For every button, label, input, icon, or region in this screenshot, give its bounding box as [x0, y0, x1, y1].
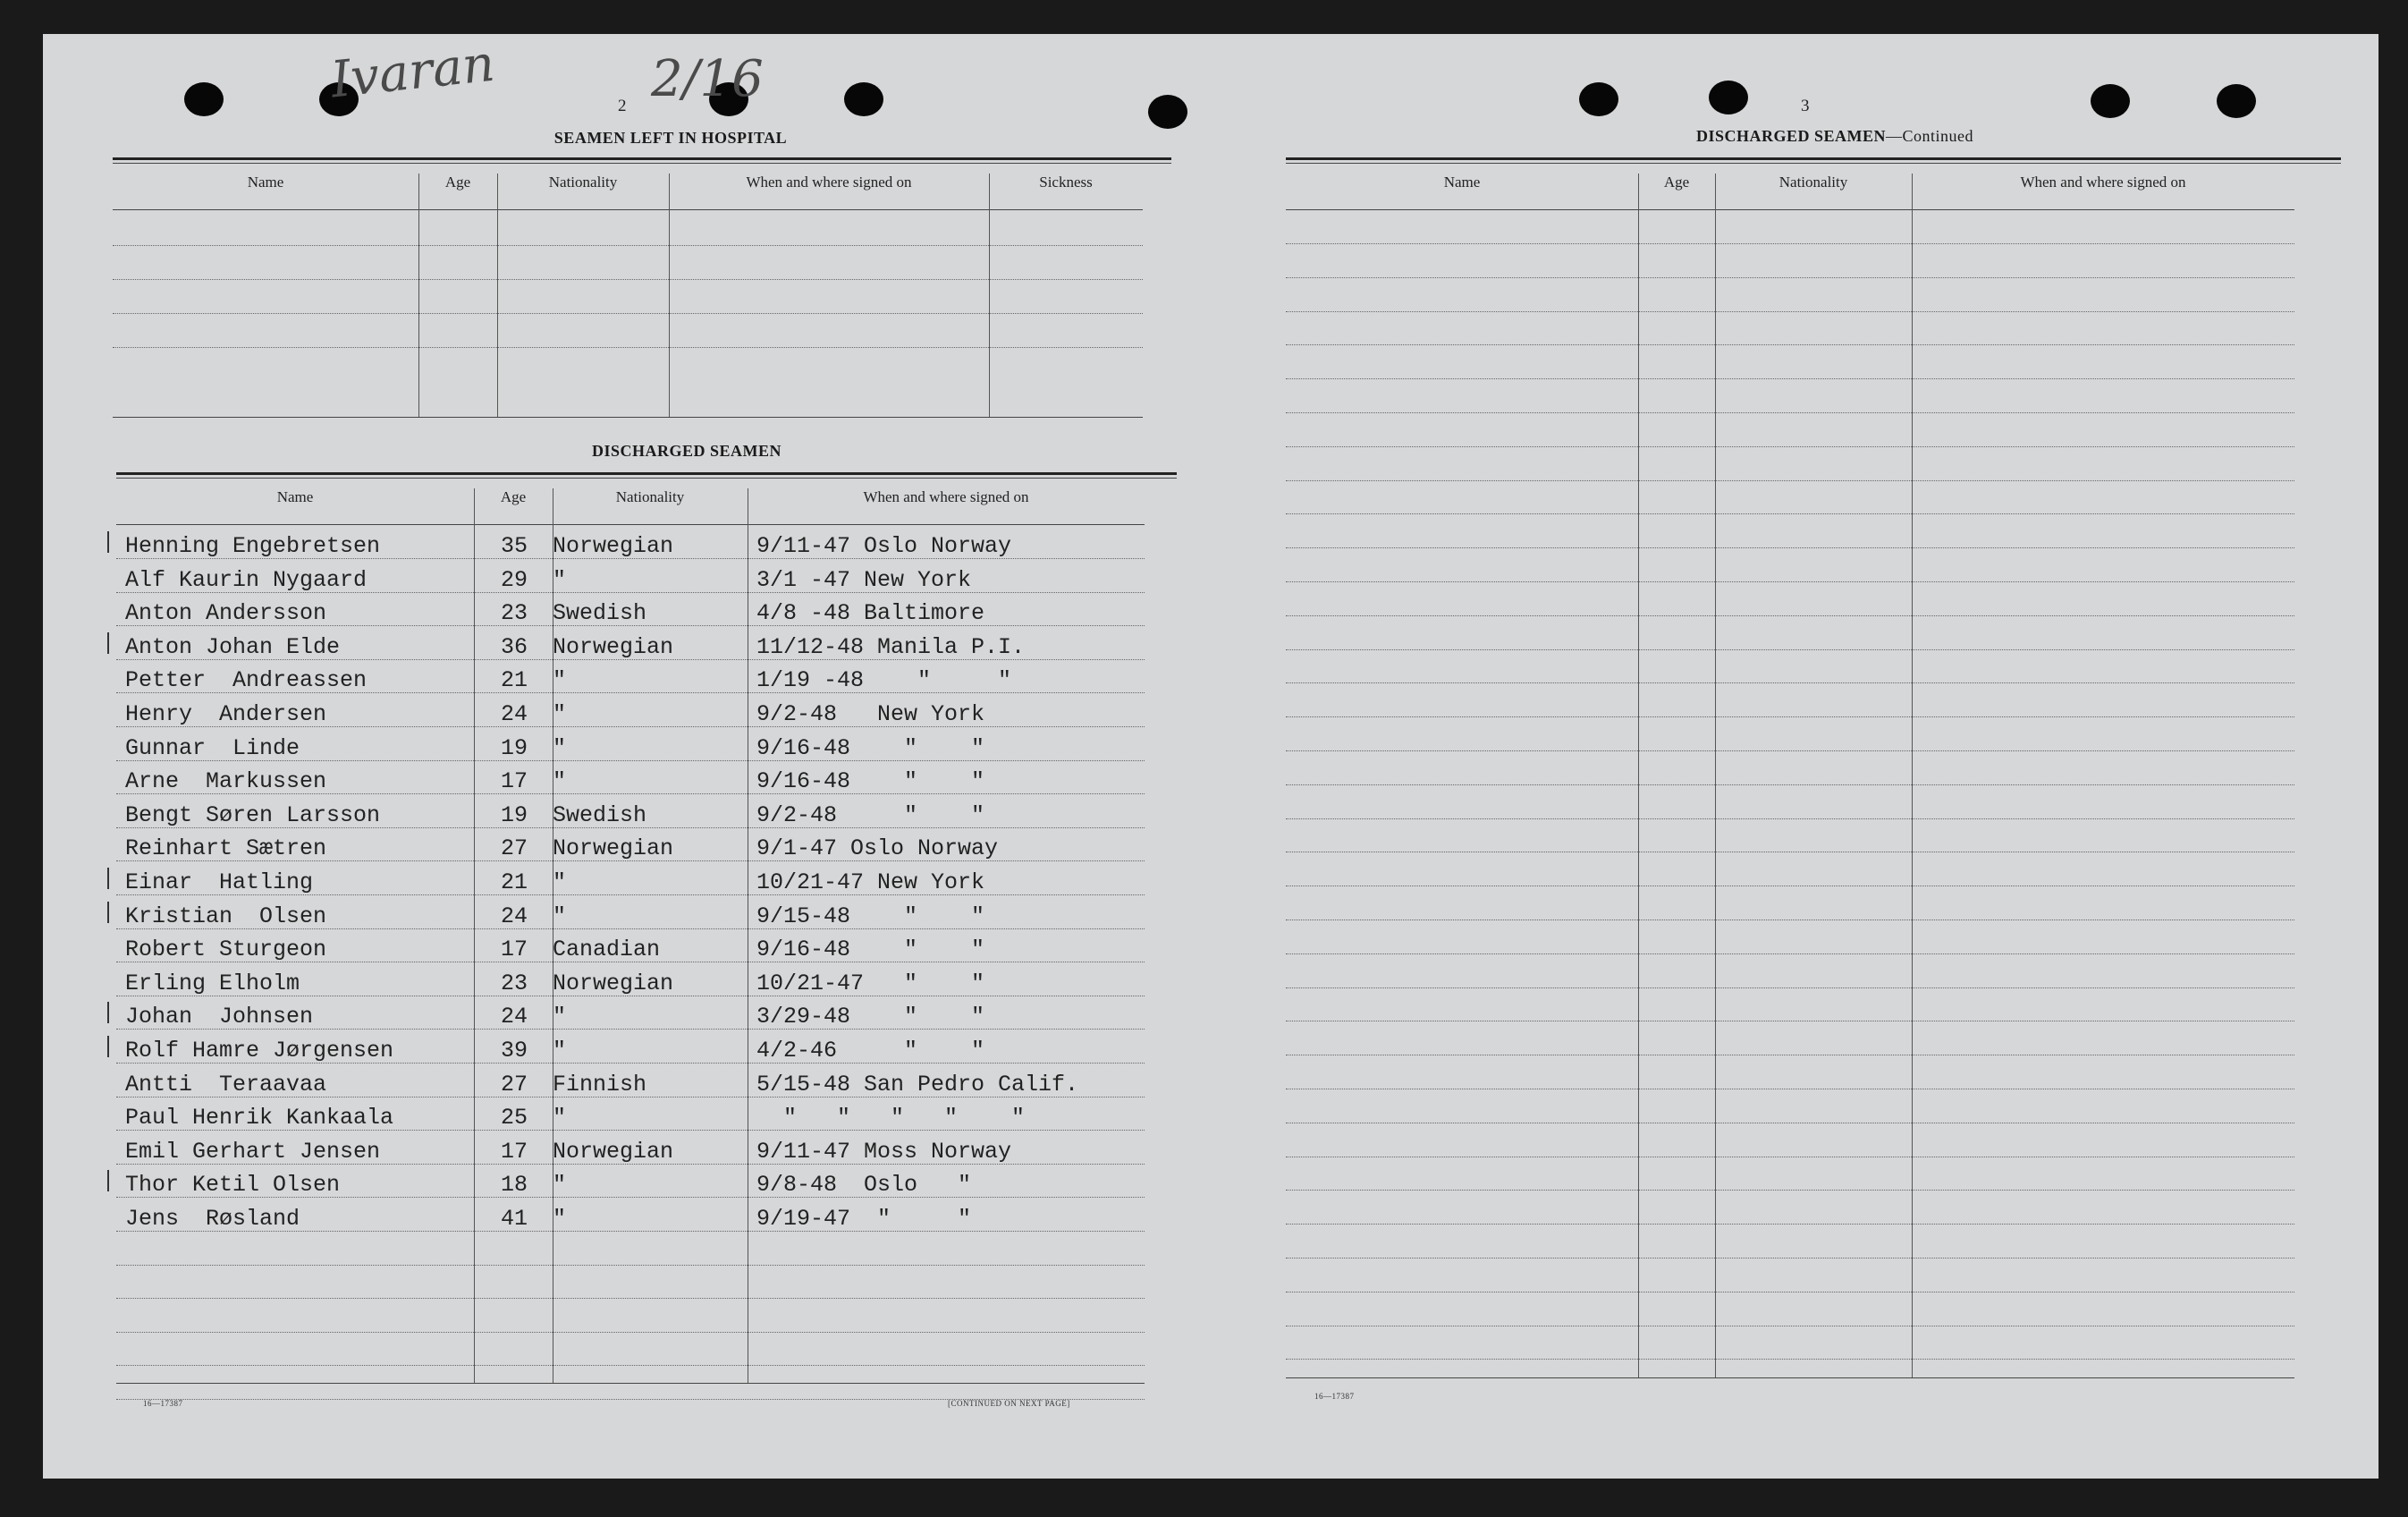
continued-note: [CONTINUED ON NEXT PAGE]	[948, 1399, 1070, 1408]
cell-age: 39	[501, 1038, 528, 1064]
discharged-section-title: DISCHARGED SEAMEN	[591, 442, 782, 460]
row-line	[1286, 277, 2294, 278]
cell-nationality: "	[553, 1105, 567, 1131]
cell-nationality: "	[553, 566, 567, 593]
cell-nationality: Norwegian	[553, 533, 674, 559]
row-line	[1286, 446, 2294, 447]
page-number-right: 3	[1801, 97, 1810, 115]
form-number-right: 16—17387	[1314, 1392, 1355, 1401]
row-line	[1286, 412, 2294, 413]
column-divider	[1912, 174, 1913, 1377]
cell-name: Henry Andersen	[125, 701, 327, 727]
row-line	[1286, 649, 2294, 650]
cell-signed: 9/16-48 " "	[756, 768, 985, 795]
column-header: Age	[444, 174, 471, 191]
row-line	[1286, 784, 2294, 785]
cell-name: Thor Ketil Olsen	[125, 1172, 341, 1199]
punch-hole	[1709, 81, 1748, 114]
cell-signed: 10/21-47 New York	[756, 869, 985, 895]
check-mark	[107, 531, 109, 553]
column-header: Name	[276, 488, 314, 505]
cell-age: 23	[501, 970, 528, 996]
row-line	[1286, 987, 2294, 988]
cell-age: 19	[501, 801, 528, 828]
row-line	[1286, 480, 2294, 481]
cell-age: 19	[501, 734, 528, 761]
cell-signed: 4/8 -48 Baltimore	[756, 600, 985, 627]
cell-nationality: Norwegian	[553, 1138, 674, 1165]
cell-name: Antti Teraavaa	[125, 1071, 327, 1097]
cell-nationality: Finnish	[553, 1071, 647, 1097]
punch-hole	[1579, 82, 1618, 116]
cell-signed: 9/15-48 " "	[756, 903, 985, 929]
row-line	[1286, 1258, 2294, 1259]
row-line	[1286, 1190, 2294, 1191]
column-header: When and where signed on	[746, 174, 912, 191]
row-line	[1286, 311, 2294, 312]
column-header: Name	[1443, 174, 1481, 191]
cell-signed: 11/12-48 Manila P.I.	[756, 633, 1026, 660]
discharged-top-rule-2	[116, 478, 1177, 479]
cell-name: Paul Henrik Kankaala	[125, 1105, 394, 1131]
row-line	[1286, 615, 2294, 616]
check-mark	[107, 1002, 109, 1023]
continued-section-title	[1522, 127, 2148, 146]
column-divider	[418, 174, 419, 417]
cell-age: 17	[501, 768, 528, 795]
cell-age: 36	[501, 633, 528, 660]
cell-signed: 9/11-47 Moss Norway	[756, 1138, 1012, 1165]
cell-nationality: Canadian	[553, 936, 661, 963]
column-header: Age	[1663, 174, 1690, 191]
cell-nationality: "	[553, 1038, 567, 1064]
cell-nationality: "	[553, 734, 567, 761]
cell-signed: " " " " "	[756, 1105, 1026, 1131]
row-line	[1286, 1224, 2294, 1225]
cell-name: Bengt Søren Larsson	[125, 801, 381, 828]
cell-name: Erling Elholm	[125, 970, 300, 996]
cell-nationality: Norwegian	[553, 835, 674, 862]
cell-signed: 9/19-47 " "	[756, 1206, 972, 1232]
cell-age: 25	[501, 1105, 528, 1131]
cell-signed: 9/8-48 Oslo "	[756, 1172, 972, 1199]
check-mark	[107, 1170, 109, 1191]
cell-nationality: "	[553, 903, 567, 929]
hospital-section-title: SEAMEN LEFT IN HOSPITAL	[553, 129, 788, 147]
row-line	[1286, 750, 2294, 751]
column-header: Age	[500, 488, 527, 505]
cell-signed: 3/1 -47 New York	[756, 566, 972, 593]
check-mark	[107, 868, 109, 889]
cell-name: Petter Andreassen	[125, 667, 368, 694]
column-header: Nationality	[615, 488, 685, 505]
cell-age: 17	[501, 936, 528, 963]
cell-name: Jens Røsland	[125, 1206, 300, 1232]
row-line	[113, 313, 1143, 314]
discharged-top-rule	[116, 472, 1177, 475]
cell-age: 27	[501, 1071, 528, 1097]
cell-signed: 9/16-48 " "	[756, 936, 985, 963]
cell-name: Emil Gerhart Jensen	[125, 1138, 381, 1165]
cell-nationality: Norwegian	[553, 970, 674, 996]
row-line	[113, 279, 1143, 280]
cell-age: 35	[501, 533, 528, 559]
row-line	[116, 1265, 1145, 1266]
cell-signed: 9/2-48 " "	[756, 801, 985, 828]
table-bottom-rule	[113, 417, 1143, 418]
cell-nationality: "	[553, 1206, 567, 1232]
column-divider	[1638, 174, 1639, 1377]
cell-name: Kristian Olsen	[125, 903, 327, 929]
cell-signed: 5/15-48 San Pedro Calif.	[756, 1071, 1079, 1097]
cell-age: 18	[501, 1172, 528, 1199]
cell-signed: 9/2-48 New York	[756, 701, 985, 727]
column-divider	[989, 174, 990, 417]
cell-name: Henning Engebretsen	[125, 533, 381, 559]
check-mark	[107, 632, 109, 654]
column-divider	[1715, 174, 1716, 1377]
row-line	[116, 1332, 1145, 1333]
cell-signed: 9/11-47 Oslo Norway	[756, 533, 1012, 559]
hospital-top-rule-2	[113, 163, 1171, 164]
cell-age: 23	[501, 600, 528, 627]
column-header: When and where signed on	[863, 488, 1029, 505]
row-line	[1286, 378, 2294, 379]
table-bottom-rule	[1286, 1377, 2294, 1378]
row-line	[113, 347, 1143, 348]
row-line	[116, 1298, 1145, 1299]
continued-title-suffix: —Continued	[1886, 127, 1974, 145]
row-line	[1286, 547, 2294, 548]
cell-name: Johan Johnsen	[125, 1004, 314, 1030]
row-line	[1286, 1359, 2294, 1360]
row-line	[1286, 716, 2294, 717]
punch-hole	[1148, 95, 1187, 129]
cell-age: 27	[501, 835, 528, 862]
hospital-top-rule	[113, 157, 1171, 160]
row-line	[1286, 581, 2294, 582]
cell-age: 24	[501, 701, 528, 727]
cell-name: Einar Hatling	[125, 869, 314, 895]
cell-name: Anton Johan Elde	[125, 633, 341, 660]
punch-hole	[2217, 84, 2256, 118]
cell-nationality: Norwegian	[553, 633, 674, 660]
cell-name: Arne Markussen	[125, 768, 327, 795]
punch-hole	[844, 82, 883, 116]
cell-age: 21	[501, 667, 528, 694]
handwritten-ship-name: Ivaran	[328, 34, 498, 110]
row-line	[113, 245, 1143, 246]
cell-age: 21	[501, 869, 528, 895]
header-underline	[116, 524, 1145, 525]
handwritten-date: 2/16	[651, 50, 764, 108]
punch-hole	[2091, 84, 2130, 118]
cell-nationality: Swedish	[553, 600, 647, 627]
cell-age: 29	[501, 566, 528, 593]
row-line	[1286, 513, 2294, 514]
cell-age: 41	[501, 1206, 528, 1232]
column-header: Nationality	[1779, 174, 1848, 191]
continued-top-rule	[1286, 157, 2341, 160]
check-mark	[107, 902, 109, 923]
document-page	[43, 34, 2378, 1479]
cell-signed: 9/16-48 " "	[756, 734, 985, 761]
cell-nationality: "	[553, 1004, 567, 1030]
row-line	[1286, 818, 2294, 819]
column-divider	[474, 488, 475, 1383]
cell-nationality: "	[553, 768, 567, 795]
cell-nationality: "	[553, 1172, 567, 1199]
cell-nationality: "	[553, 701, 567, 727]
continued-title-text: DISCHARGED SEAMEN	[1695, 127, 1887, 145]
cell-age: 24	[501, 903, 528, 929]
row-line	[1286, 682, 2294, 683]
cell-name: Anton Andersson	[125, 600, 327, 627]
form-number-left: 16—17387	[143, 1399, 183, 1408]
cell-nationality: Swedish	[553, 801, 647, 828]
table-bottom-rule	[116, 1383, 1145, 1384]
cell-name: Alf Kaurin Nygaard	[125, 566, 368, 593]
cell-signed: 9/1-47 Oslo Norway	[756, 835, 999, 862]
row-line	[1286, 953, 2294, 954]
cell-age: 24	[501, 1004, 528, 1030]
cell-name: Gunnar Linde	[125, 734, 300, 761]
check-mark	[107, 1036, 109, 1057]
cell-nationality: "	[553, 667, 567, 694]
column-header: Sickness	[1039, 174, 1093, 191]
cell-name: Reinhart Sætren	[125, 835, 327, 862]
cell-signed: 4/2-46 " "	[756, 1038, 985, 1064]
column-header: When and where signed on	[2020, 174, 2186, 191]
continued-top-rule-2	[1286, 163, 2341, 164]
cell-name: Rolf Hamre Jørgensen	[125, 1038, 394, 1064]
cell-signed: 3/29-48 " "	[756, 1004, 985, 1030]
row-line	[1286, 243, 2294, 244]
cell-signed: 10/21-47 " "	[756, 970, 985, 996]
cell-signed: 1/19 -48 " "	[756, 667, 1012, 694]
column-header: Name	[247, 174, 284, 191]
cell-nationality: "	[553, 869, 567, 895]
header-underline	[1286, 209, 2294, 210]
cell-age: 17	[501, 1138, 528, 1165]
column-divider	[497, 174, 498, 417]
punch-hole	[184, 82, 224, 116]
row-line	[116, 1365, 1145, 1366]
row-line	[1286, 344, 2294, 345]
page-number-left: 2	[618, 97, 627, 115]
cell-name: Robert Sturgeon	[125, 936, 327, 963]
column-header: Nationality	[548, 174, 618, 191]
column-divider	[669, 174, 670, 417]
